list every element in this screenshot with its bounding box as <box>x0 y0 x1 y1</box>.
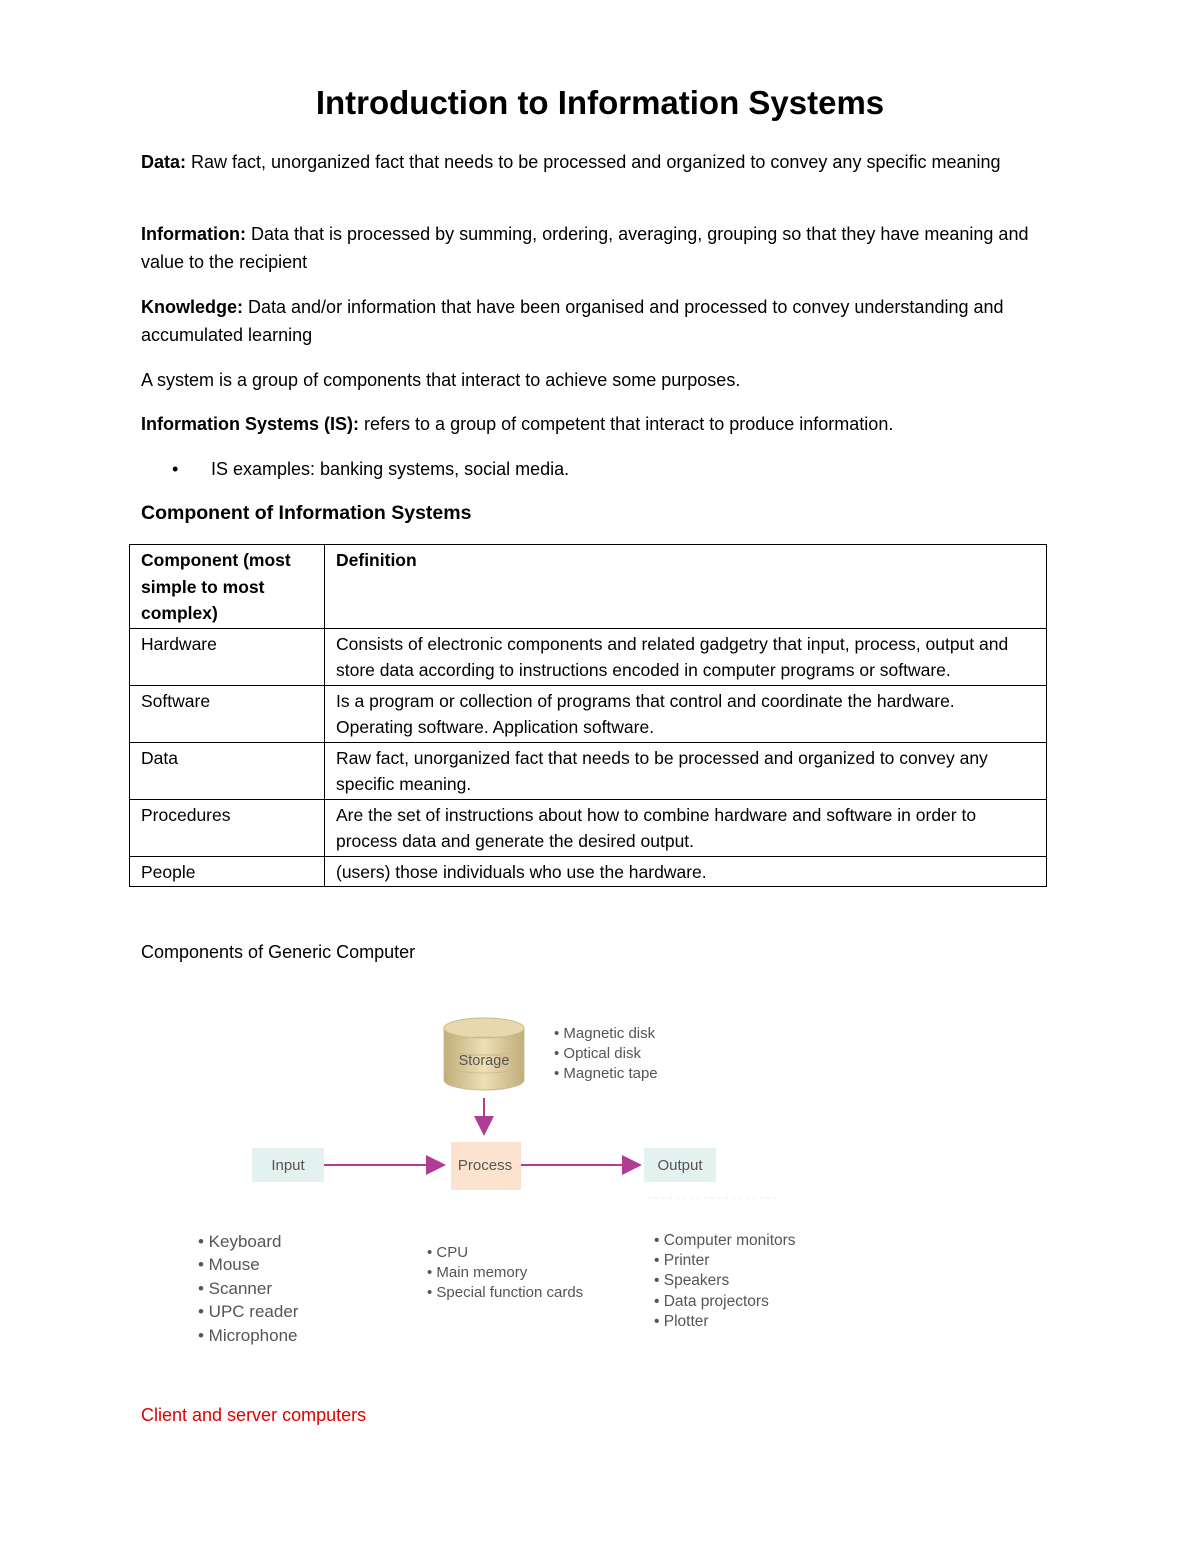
term-is: Information Systems (IS): <box>141 414 360 434</box>
storage-item: • Magnetic tape <box>554 1065 658 1082</box>
input-item: • Scanner <box>198 1279 272 1298</box>
table-cell-definition: (users) those individuals who use the hardware. <box>325 856 1047 887</box>
table-cell-component: Procedures <box>130 799 325 856</box>
output-item: • Computer monitors <box>654 1232 796 1249</box>
table-header-row <box>130 545 1047 629</box>
definition-knowledge-text: Data and/or information that have been organised and processed to convey understanding and accumulated learning <box>141 297 1004 345</box>
input-items <box>198 1232 299 1345</box>
output-item: • Plotter <box>654 1313 709 1330</box>
system-sentence: A system is a group of components that interact to achieve some purposes. <box>141 370 741 390</box>
definition-data-text: Raw fact, unorganized fact that needs to be processed and organized to convey any specific meaning <box>186 152 1001 172</box>
section-heading: Component of Information Systems <box>141 502 472 524</box>
table-row <box>130 685 1047 742</box>
definition-information-text: Data that is processed by summing, ordering, averaging, grouping so that they have meaning and value to the recipient <box>141 224 1029 272</box>
definition-knowledge <box>141 293 1061 349</box>
definition-data <box>141 148 1061 176</box>
input-label: Input <box>271 1157 305 1174</box>
process-items <box>427 1244 583 1301</box>
client-server-heading: Client and server computers <box>141 1405 367 1425</box>
table-row <box>130 856 1047 887</box>
process-label: Process <box>457 1157 513 1174</box>
input-item: • Microphone <box>198 1326 298 1345</box>
output-label: Output <box>657 1157 703 1174</box>
table-cell-definition: Are the set of instructions about how to combine hardware and software in order to process data and generate the desired output. <box>325 799 1047 856</box>
table-header-component: Component (most simple to most complex) <box>130 545 325 629</box>
components-table <box>129 544 1047 887</box>
table-cell-component: Hardware <box>130 628 325 685</box>
definition-is <box>141 410 1061 438</box>
output-item: • Data projectors <box>654 1293 769 1310</box>
output-item: • Printer <box>654 1252 710 1269</box>
input-item: • UPC reader <box>198 1302 299 1321</box>
input-item: • Mouse <box>198 1255 260 1274</box>
input-item: • Keyboard <box>198 1232 282 1251</box>
output-items <box>654 1232 796 1330</box>
definition-is-text: refers to a group of competent that interact to produce information. <box>359 414 894 434</box>
table-row <box>130 742 1047 799</box>
storage-items <box>554 1025 658 1082</box>
bullet-text: IS examples: banking systems, social media. <box>211 459 570 479</box>
table-header-definition: Definition <box>325 545 1047 629</box>
storage-item: • Optical disk <box>554 1045 641 1062</box>
table-cell-definition: Consists of electronic components and related gadgetry that input, process, output and store data according to instructions encoded in computer programs or software. <box>325 628 1047 685</box>
table-cell-component: People <box>130 856 325 887</box>
table-cell-definition: Is a program or collection of programs that control and coordinate the hardware. Operating software. Application software. <box>325 685 1047 742</box>
term-information: Information: <box>141 224 246 244</box>
storage-label: Storage <box>458 1053 510 1069</box>
term-knowledge: Knowledge: <box>141 297 243 317</box>
table-cell-component: Software <box>130 685 325 742</box>
process-item: • Special function cards <box>427 1284 584 1301</box>
page-title: Introduction to Information Systems <box>315 84 885 121</box>
bullet-icon: • <box>172 459 179 479</box>
output-item: • Speakers <box>654 1272 730 1289</box>
table-cell-component: Data <box>130 742 325 799</box>
definition-information <box>141 220 1061 276</box>
term-data: Data: <box>141 152 187 172</box>
diagram-caption: Components of Generic Computer <box>141 942 416 962</box>
table-row <box>130 799 1047 856</box>
table-cell-definition: Raw fact, unorganized fact that needs to be processed and organized to convey any specific meaning. <box>325 742 1047 799</box>
table-row <box>130 628 1047 685</box>
process-item: • Main memory <box>427 1264 528 1281</box>
process-item: • CPU <box>427 1244 469 1261</box>
computer-components-diagram <box>190 1010 840 1350</box>
storage-item: • Magnetic disk <box>554 1025 656 1042</box>
